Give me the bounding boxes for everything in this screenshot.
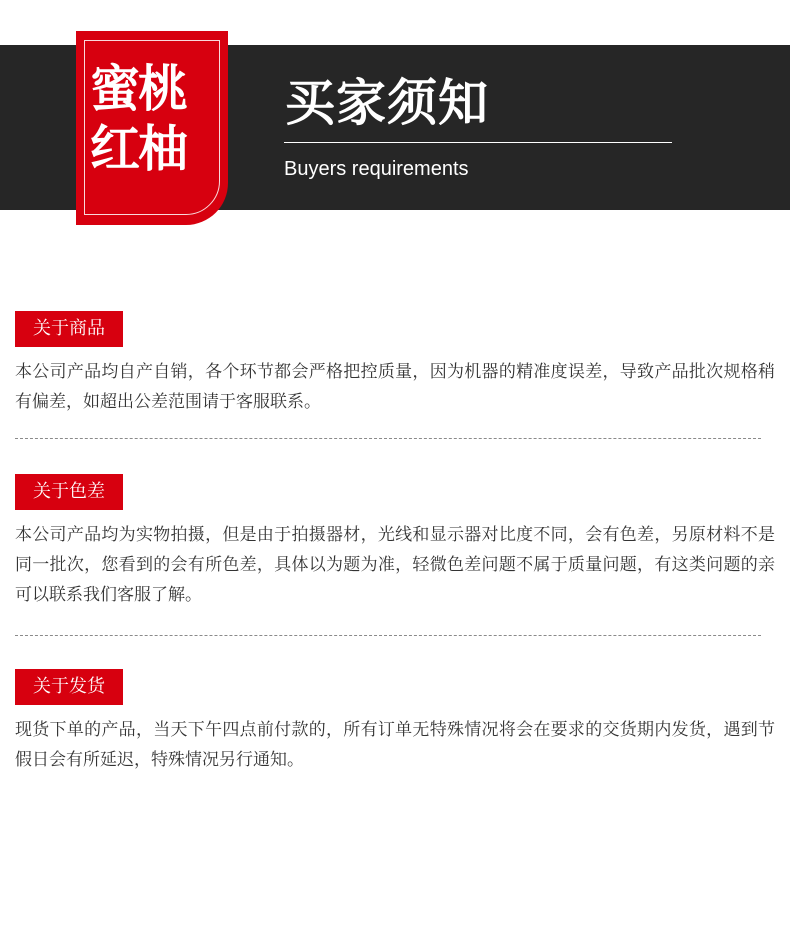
section-color-difference — [15, 474, 775, 610]
section-text-shipping: 现货下单的产品，当天下午四点前付款的，所有订单无特殊情况将会在要求的交货期内发货，遇到节假日会有所延迟，特殊情况另行通知。 — [15, 720, 775, 770]
brand-badge-line-1: 蜜桃 — [90, 59, 186, 118]
brand-badge-text — [90, 59, 214, 179]
section-tag-shipping: 关于发货 — [15, 669, 123, 705]
brand-badge — [76, 31, 228, 225]
section-product — [15, 311, 775, 417]
brand-badge-line-2: 红柚 — [90, 119, 186, 178]
section-tag-product: 关于商品 — [15, 311, 123, 347]
section-tag-color-difference: 关于色差 — [15, 474, 123, 510]
page-subtitle: Buyers requirements — [284, 158, 469, 180]
section-text-color-difference: 本公司产品均为实物拍摄，但是由于拍摄器材，光线和显示器对比度不同，会有色差，另原材料不是同一批次，您看到的会有所色差，具体以为题为准，轻微色差问题不属于质量问题，有这类问题的亲可以联系我们客服了解。 — [15, 525, 775, 605]
section-text-product: 本公司产品均自产自销，各个环节都会严格把控质量，因为机器的精准度误差，导致产品批次规格稍有偏差，如超出公差范围请于客服联系。 — [15, 362, 775, 412]
section-divider — [15, 438, 761, 439]
page-title: 买家须知 — [285, 74, 489, 132]
title-underline — [284, 142, 672, 143]
section-divider — [15, 635, 761, 636]
section-shipping — [15, 669, 775, 775]
